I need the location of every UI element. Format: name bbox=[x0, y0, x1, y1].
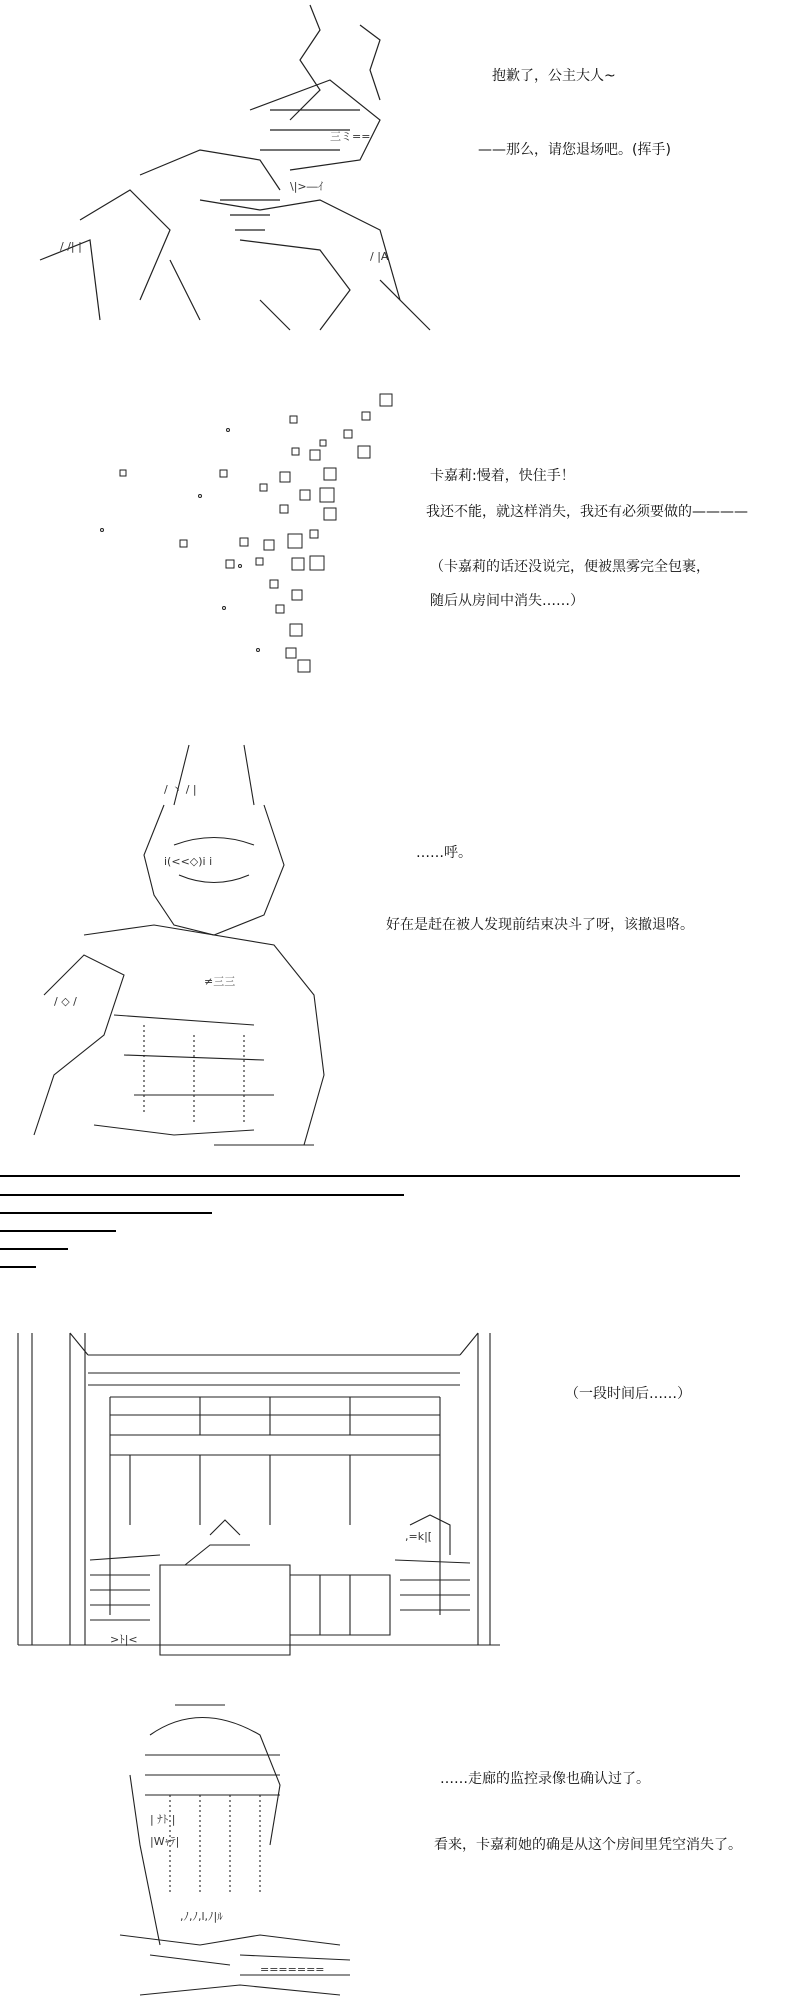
svg-text:\|>―ｲ: \|>―ｲ bbox=[290, 180, 324, 193]
princess-ascii-art bbox=[20, 0, 460, 345]
time-skip-line: （一段时间后……） bbox=[565, 1386, 691, 1402]
investigator-line-1: ……走廊的监控录像也确认过了。 bbox=[440, 1771, 650, 1787]
svg-text:/ ◇ /: / ◇ / bbox=[54, 995, 77, 1008]
separator-line-6 bbox=[0, 1266, 36, 1268]
fox-girl-ascii-art bbox=[14, 735, 334, 1155]
svg-text:三ミ==: 三ミ== bbox=[330, 130, 371, 143]
kagari-line-2: 我还不能，就这样消失，我还有必须要做的———— bbox=[426, 504, 748, 520]
svg-text:≠三三: ≠三三 bbox=[204, 975, 236, 988]
kagari-line-1: 卡嘉莉:慢着，快住手！ bbox=[430, 468, 575, 484]
svg-text:i(<<◇)i i: i(<<◇)i i bbox=[164, 855, 213, 868]
princess-line-2: ——那么，请您退场吧。(挥手) bbox=[478, 142, 671, 158]
svg-text:=======: ======= bbox=[260, 1963, 325, 1976]
kagari-line-3: （卡嘉莉的话还没说完，便被黑雾完全包裹， bbox=[430, 559, 710, 575]
room-interior-ascii-art bbox=[10, 1325, 510, 1665]
fox-line-2: 好在是赶在被人发现前结束决斗了呀，该撤退咯。 bbox=[386, 917, 694, 933]
separator-line-3 bbox=[0, 1212, 212, 1214]
separator-line-5 bbox=[0, 1248, 68, 1250]
investigator-ascii-art bbox=[90, 1695, 390, 2000]
svg-text:/ /| |: / /| | bbox=[60, 240, 82, 253]
dissolving-fragments-art bbox=[80, 390, 420, 710]
princess-line-1: 抱歉了，公主大人~ bbox=[492, 68, 616, 84]
svg-text:|Wｬﾃ|: |Wｬﾃ| bbox=[150, 1835, 180, 1848]
svg-text:| ﾅﾄ |: | ﾅﾄ | bbox=[150, 1813, 176, 1826]
separator-line-4 bbox=[0, 1230, 116, 1232]
svg-text:/ 丶 / |: / 丶 / | bbox=[164, 783, 197, 796]
separator-line-2 bbox=[0, 1194, 404, 1196]
fox-line-1: ……呼。 bbox=[416, 845, 472, 861]
kagari-line-4: 随后从房间中消失……） bbox=[430, 593, 584, 609]
svg-text:,ﾉ,ﾉ,l,ﾉ|ﾙ: ,ﾉ,ﾉ,l,ﾉ|ﾙ bbox=[180, 1910, 223, 1923]
svg-text:,=k|[: ,=k|[ bbox=[405, 1530, 433, 1543]
separator-line-1 bbox=[0, 1175, 740, 1177]
investigator-line-2: 看来，卡嘉莉她的确是从这个房间里凭空消失了。 bbox=[434, 1837, 742, 1853]
svg-text:>ﾄ|<: >ﾄ|< bbox=[110, 1633, 138, 1646]
svg-text:/ |A: / |A bbox=[370, 250, 389, 263]
